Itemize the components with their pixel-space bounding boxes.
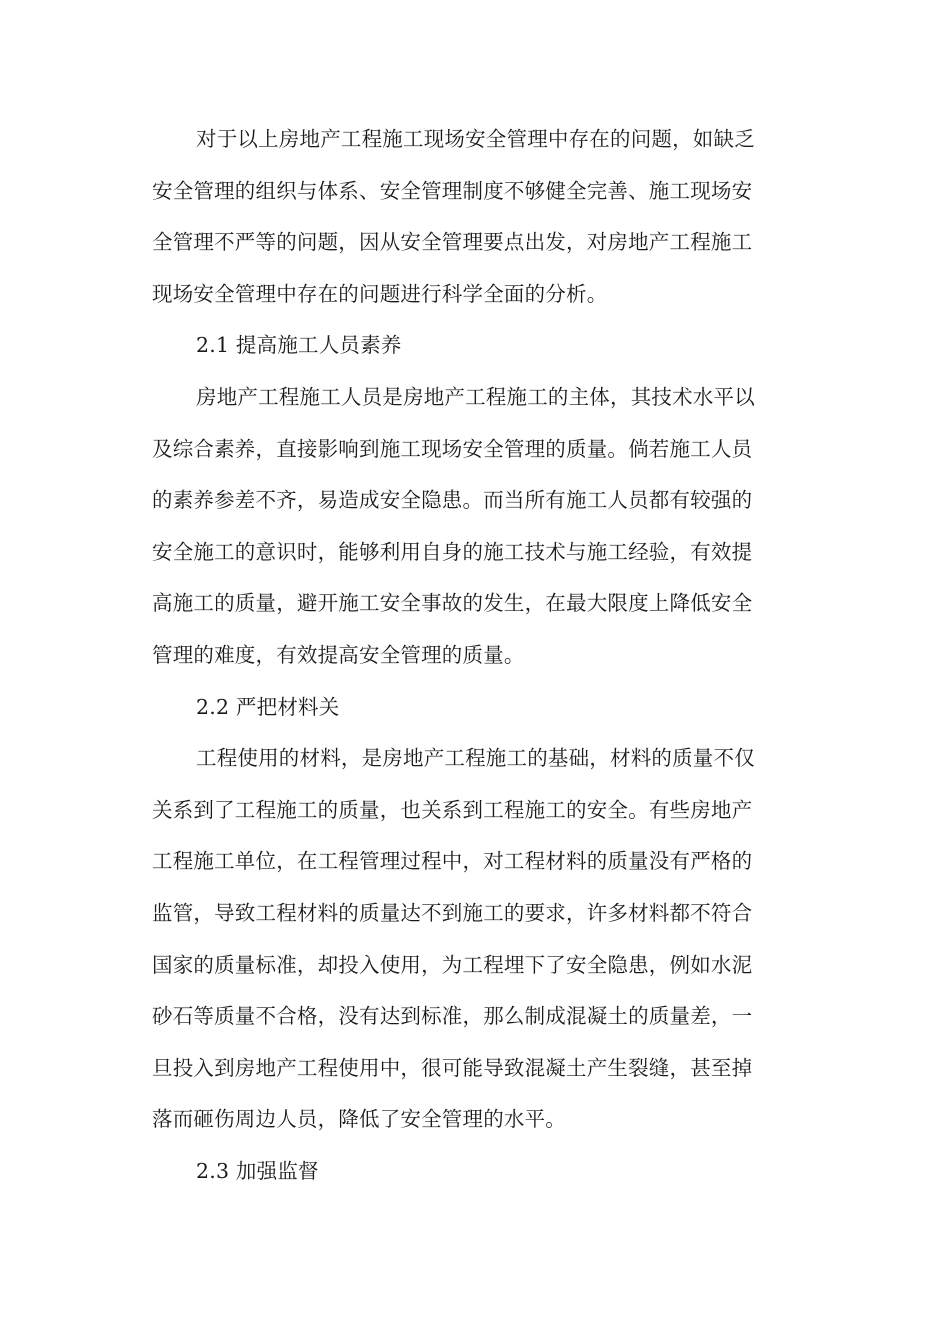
paragraph-line: 监管，导致工程材料的质量达不到施工的要求，许多材料都不符合 xyxy=(152,900,753,925)
paragraph-line: 砂石等质量不合格，没有达到标准，那么制成混凝土的质量差，一 xyxy=(152,1004,753,1029)
paragraph-line: 对于以上房地产工程施工现场安全管理中存在的问题，如缺乏 xyxy=(196,127,755,151)
paragraph-line: 高施工的质量，避开施工安全事故的发生，在最大限度上降低安全 xyxy=(152,591,753,616)
section-heading: 2.2 严把材料关 xyxy=(196,694,340,719)
paragraph-line: 房地产工程施工人员是房地产工程施工的主体，其技术水平以 xyxy=(196,384,755,409)
paragraph-line: 管理的难度，有效提高安全管理的质量。 xyxy=(152,642,525,667)
paragraph-line: 现场安全管理中存在的问题进行科学全面的分析。 xyxy=(152,281,608,306)
paragraph-line: 安全管理的组织与体系、安全管理制度不够健全完善、施工现场安 xyxy=(152,178,753,203)
paragraph-line: 工程施工单位，在工程管理过程中，对工程材料的质量没有严格的 xyxy=(152,849,753,874)
paragraph-line: 全管理不严等的问题，因从安全管理要点出发，对房地产工程施工 xyxy=(152,230,753,255)
paragraph-line: 安全施工的意识时，能够利用自身的施工技术与施工经验，有效提 xyxy=(152,539,753,564)
paragraph-line: 关系到了工程施工的质量，也关系到工程施工的安全。有些房地产 xyxy=(152,797,753,822)
paragraph-line: 国家的质量标准，却投入使用，为工程埋下了安全隐患，例如水泥 xyxy=(152,952,753,977)
paragraph-line: 落而砸伤周边人员，降低了安全管理的水平。 xyxy=(152,1107,566,1132)
section-heading: 2.1 提高施工人员素养 xyxy=(196,333,402,358)
section-heading: 2.3 加强监督 xyxy=(196,1158,319,1183)
paragraph-line: 的素养参差不齐，易造成安全隐患。而当所有施工人员都有较强的 xyxy=(152,488,753,513)
paragraph-line: 及综合素养，直接影响到施工现场安全管理的质量。倘若施工人员 xyxy=(152,436,753,461)
paragraph-line: 旦投入到房地产工程使用中，很可能导致混凝土产生裂缝，甚至掉 xyxy=(152,1055,753,1080)
paragraph-line: 工程使用的材料，是房地产工程施工的基础，材料的质量不仅 xyxy=(196,746,755,771)
document-body xyxy=(152,117,802,1200)
